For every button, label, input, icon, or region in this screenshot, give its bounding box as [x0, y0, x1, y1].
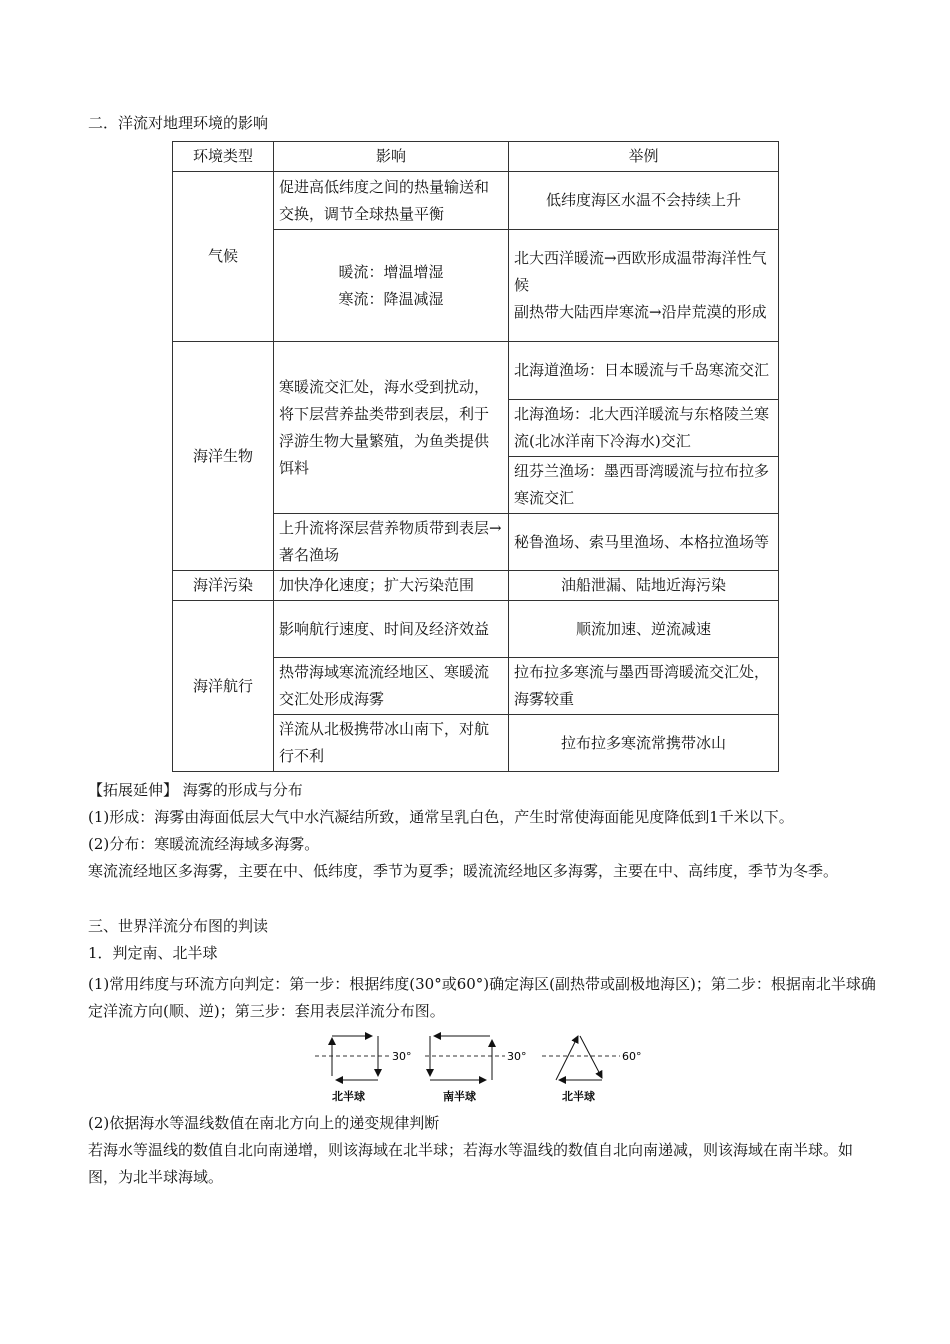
- isotherm-rule: 若海水等温线的数值自北向南递增，则该海域在北半球；若海水等温线的数值自北向南递减，则该海域在南半球。如图，为北半球海域。: [88, 1141, 854, 1186]
- northern-hemisphere-diagram-1: [315, 1036, 412, 1103]
- navigation-example-3: 拉布拉多寒流常携带冰山: [509, 715, 779, 772]
- marine-example-newfoundland: 纽芬兰渔场：墨西哥湾暖流与拉布拉多寒流交汇: [509, 457, 779, 514]
- section-title-ocean-impact: 二．洋流对地理环境的影响: [88, 114, 269, 132]
- header-example: 举例: [509, 142, 779, 172]
- fog-distribution: (2)分布：寒暖流流经海域多海雾。: [88, 835, 320, 853]
- climate-impact-2: [274, 230, 509, 342]
- type-pollution: 海洋污染: [173, 571, 274, 601]
- navigation-example-2: 拉布拉多寒流与墨西哥湾暖流交汇处，海雾较重: [509, 658, 779, 715]
- label-northern-hemisphere-1: 北半球: [332, 1090, 365, 1103]
- southern-hemisphere-diagram: [425, 1036, 527, 1103]
- marine-impact-1: 寒暖流交汇处，海水受到扰动，将下层营养盐类带到表层，利于浮游生物大量繁殖，为鱼类提供饵料: [274, 342, 509, 514]
- climate-impact-warm: 暖流：增温增湿: [338, 262, 444, 281]
- navigation-example-1: 顺流加速、逆流减速: [509, 601, 779, 658]
- climate-impact-1: 促进高低纬度之间的热量输送和交换，调节全球热量平衡: [274, 172, 509, 230]
- marine-impact-2: 上升流将深层营养物质带到表层→著名渔场: [274, 514, 509, 571]
- type-climate: 气候: [173, 172, 274, 342]
- navigation-impact-1: 影响航行速度、时间及经济效益: [274, 601, 509, 658]
- type-marine-life: 海洋生物: [173, 342, 274, 571]
- ocean-impact-table: [172, 141, 779, 772]
- marine-example-north-sea: 北海渔场：北大西洋暖流与东格陵兰寒流(北冰洋南下冷海水)交汇: [509, 400, 779, 457]
- navigation-impact-3: 洋流从北极携带冰山南下，对航行不利: [274, 715, 509, 772]
- section-title-current-map: 三、世界洋流分布图的判读: [88, 917, 269, 935]
- climate-example-1: 低纬度海区水温不会持续上升: [509, 172, 779, 230]
- subsection-hemisphere: 1．判定南、北半球: [88, 944, 218, 962]
- hemisphere-method-2: (2)依据海水等温线数值在南北方向上的递变规律判断: [88, 1114, 440, 1132]
- climate-impact-cold: 寒流：降温减湿: [338, 289, 444, 308]
- northern-hemisphere-diagram-2: [542, 1036, 642, 1103]
- marine-example-peru: 秘鲁渔场、索马里渔场、本格拉渔场等: [509, 514, 779, 571]
- type-navigation: 海洋航行: [173, 601, 274, 772]
- header-impact: 影响: [274, 142, 509, 172]
- fog-formation: (1)形成：海雾由海面低层大气中水汽凝结所致，通常呈乳白色，产生时常使海面能见度降低到1千米以下。: [88, 808, 794, 826]
- climate-example-2a: 北大西洋暖流→西欧形成温带海洋性气候: [514, 249, 767, 294]
- lat-label-30-south: 30°: [507, 1050, 527, 1063]
- marine-example-hokkaido: 北海道渔场：日本暖流与千岛寒流交汇: [509, 342, 779, 400]
- fog-detail: 寒流流经地区多海雾，主要在中、低纬度，季节为夏季；暖流流经地区多海雾，主要在中、高纬度，季节为冬季。: [88, 862, 839, 880]
- hemisphere-method-1: (1)常用纬度与环流方向判定：第一步：根据纬度(30°或60°)确定海区(副热带或副极地海区)；第二步：根据南北半球确定洋流方向(顺、逆)；第三步：套用表层洋流分布图。: [88, 975, 876, 1020]
- pollution-impact: 加快净化速度；扩大污染范围: [274, 571, 509, 601]
- lat-label-30-north: 30°: [392, 1050, 412, 1063]
- label-southern-hemisphere: 南半球: [443, 1090, 476, 1103]
- climate-example-2b: 副热带大陆西岸寒流→沿岸荒漠的形成: [514, 303, 767, 321]
- navigation-impact-2: 热带海域寒流流经地区、寒暖流交汇处形成海雾: [274, 658, 509, 715]
- header-env-type: 环境类型: [173, 142, 274, 172]
- pollution-example: 油船泄漏、陆地近海污染: [509, 571, 779, 601]
- lat-label-60-north: 60°: [622, 1050, 642, 1063]
- climate-example-2: [509, 230, 779, 342]
- hemisphere-circulation-figure: [310, 1030, 650, 1110]
- label-northern-hemisphere-2: 北半球: [562, 1090, 595, 1103]
- extension-title: 【拓展延伸】 海雾的形成与分布: [88, 781, 303, 799]
